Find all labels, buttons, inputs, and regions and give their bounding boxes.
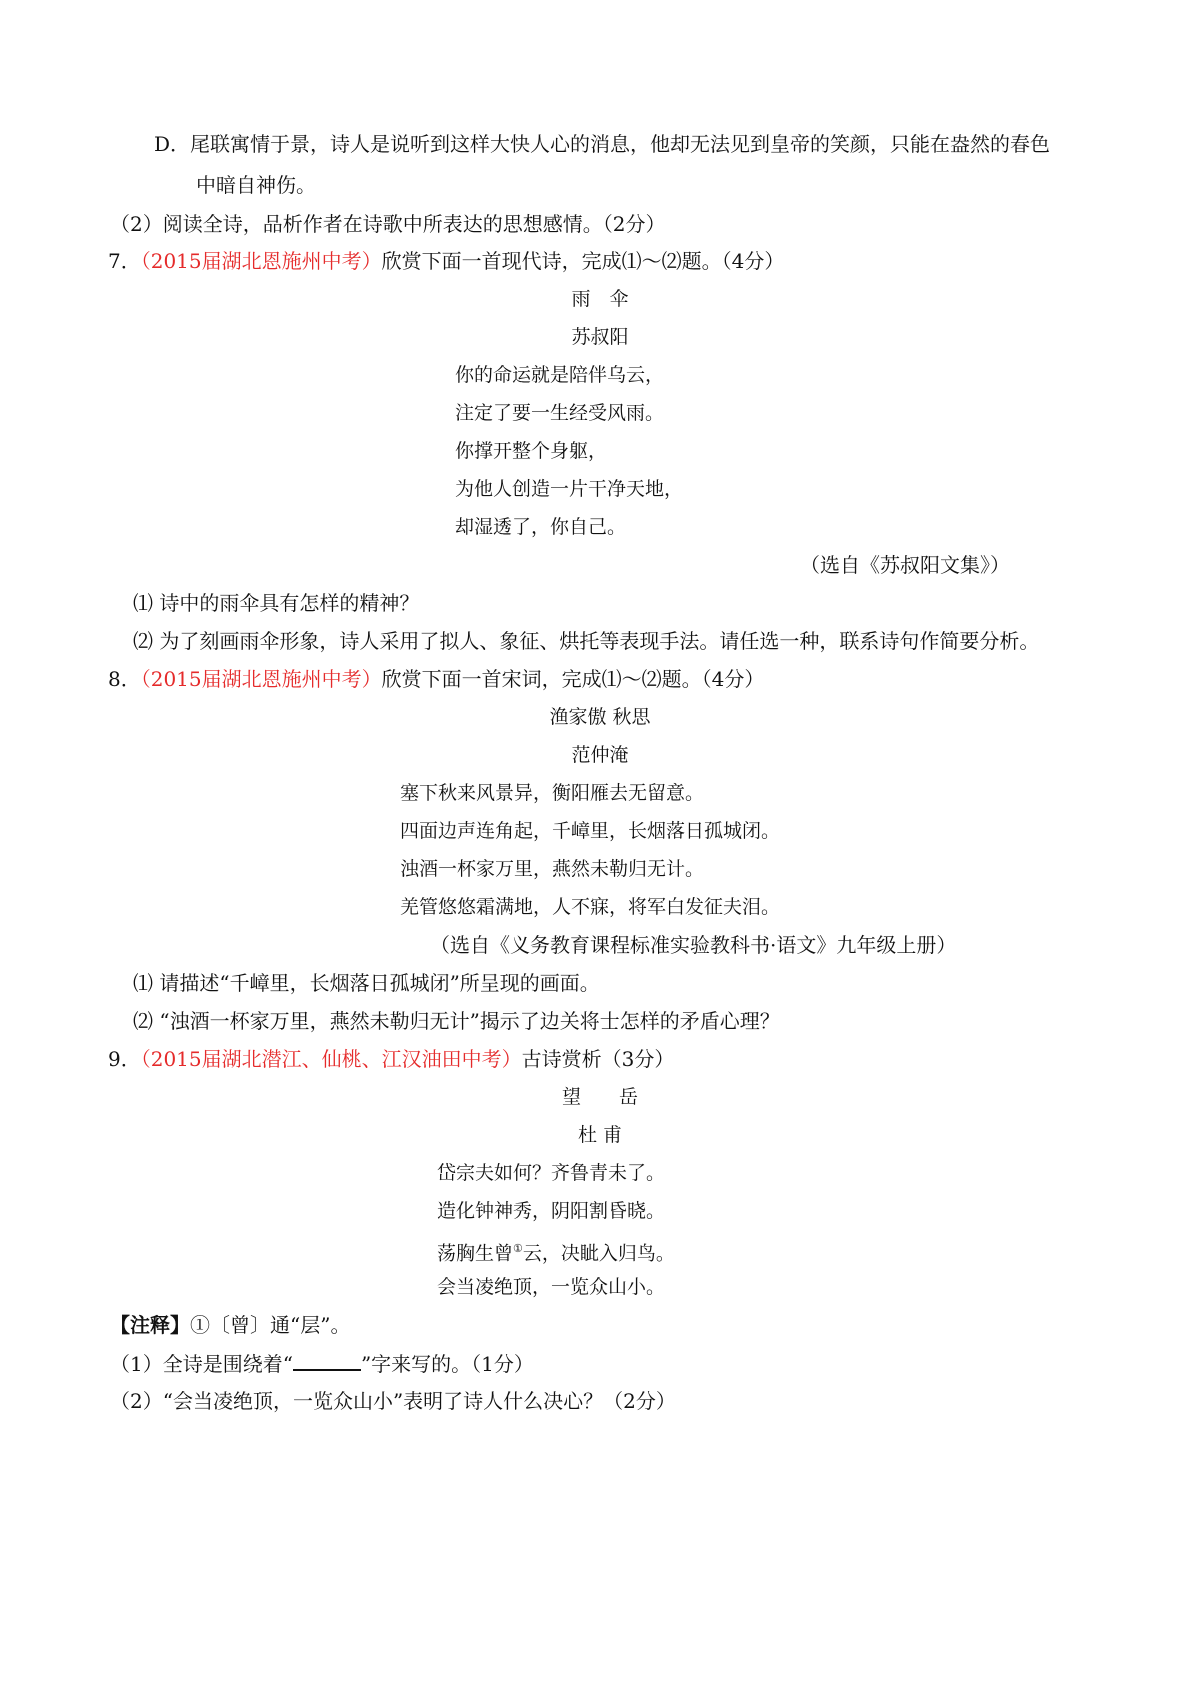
question-source: （2015届湖北潜江、仙桃、江汉油田中考） (140, 1047, 522, 1071)
poem-line: 造化钟神秀，阴阳割昏晓。 (437, 1200, 666, 1222)
question-stem: 欣赏下面一首现代诗，完成⑴～⑵题。（4分） (381, 249, 785, 273)
poem-author: 范仲淹 (571, 744, 629, 766)
poem-author: 杜 甫 (577, 1124, 623, 1146)
sub-question-1: ⑴ 请描述“千嶂里，长烟落日孤城闭”所呈现的画面。 (133, 971, 600, 995)
annotation (110, 1311, 350, 1339)
prev-question-2: （2）阅读全诗，品析作者在诗歌中所表达的思想感情。（2分） (110, 212, 666, 236)
poem-title: 望 岳 (561, 1086, 638, 1108)
option-d (154, 130, 1050, 158)
answer-blank[interactable] (293, 1349, 361, 1371)
poem-line: 却湿透了，你自己。 (455, 516, 627, 538)
sub-question-text: （1）全诗是围绕着“ (110, 1352, 293, 1376)
poem-title: 雨 伞 (571, 288, 629, 310)
poem-author: 苏叔阳 (571, 326, 629, 348)
poem-citation: （选自《苏叔阳文集》） (800, 553, 1010, 577)
sub-question-text: ”字来写的。（1分） (360, 1352, 534, 1376)
poem-line: 为他人创造一片干净天地， (455, 478, 684, 500)
footnote-marker: ① (513, 1242, 523, 1255)
annotation-text: ①〔曾〕通“层”。 (190, 1313, 351, 1337)
option-d-label: D． (154, 132, 191, 156)
annotation-label: 【注释】 (110, 1313, 190, 1337)
poem-title: 渔家傲 秋思 (549, 706, 651, 728)
poem-line: 会当凌绝顶，一览众山小。 (437, 1276, 666, 1298)
poem-line: 你撑开整个身躯， (455, 440, 608, 462)
question-source: （2015届湖北恩施州中考） (140, 667, 382, 691)
poem-line: 注定了要一生经受风雨。 (455, 402, 665, 424)
sub-question-2: （2）“会当凌绝顶，一览众山小”表明了诗人什么决心？（2分） (110, 1389, 676, 1413)
poem-line-part: 云，决眦入归鸟。 (522, 1242, 675, 1265)
poem-line-part: 荡胸生曾 (437, 1242, 514, 1265)
poem-line (437, 1235, 1200, 1267)
poem-line: 羌管悠悠霜满地，人不寐，将军白发征夫泪。 (400, 896, 781, 918)
question-8-heading (108, 665, 764, 693)
sub-question-2: ⑵ 为了刻画雨伞形象，诗人采用了拟人、象征、烘托等表现手法。请任选一种，联系诗句作简要分析。 (133, 629, 1040, 653)
question-9-heading (108, 1045, 674, 1073)
sub-question-1 (110, 1349, 534, 1378)
option-d-continued: 中暗自神伤。 (196, 173, 316, 197)
poem-line: 你的命运就是陪伴乌云， (455, 364, 665, 386)
question-stem: 古诗赏析（3分） (521, 1047, 675, 1071)
question-stem: 欣赏下面一首宋词，完成⑴～⑵题。（4分） (381, 667, 765, 691)
question-source: （2015届湖北恩施州中考） (140, 249, 382, 273)
poem-line: 浊酒一杯家万里，燕然未勒归无计。 (400, 858, 705, 880)
option-d-text: 尾联寓情于景，诗人是说听到这样大快人心的消息，他却无法见到皇帝的笑颜，只能在盎然的春色 (190, 132, 1051, 156)
question-7-heading (108, 247, 784, 275)
poem-citation: （选自《义务教育课程标准实验教科书·语文》九年级上册） (430, 933, 957, 957)
question-number: 9． (108, 1047, 141, 1071)
poem-line: 塞下秋来风景异，衡阳雁去无留意。 (400, 782, 705, 804)
poem-line: 岱宗夫如何？齐鲁青未了。 (437, 1162, 666, 1184)
question-number: 8． (108, 667, 141, 691)
question-number: 7． (108, 249, 141, 273)
sub-question-1: ⑴ 诗中的雨伞具有怎样的精神？ (133, 591, 420, 615)
poem-line: 四面边声连角起，千嶂里，长烟落日孤城闭。 (400, 820, 781, 842)
sub-question-2: ⑵ “浊酒一杯家万里，燕然未勒归无计”揭示了边关将士怎样的矛盾心理？ (133, 1009, 780, 1033)
